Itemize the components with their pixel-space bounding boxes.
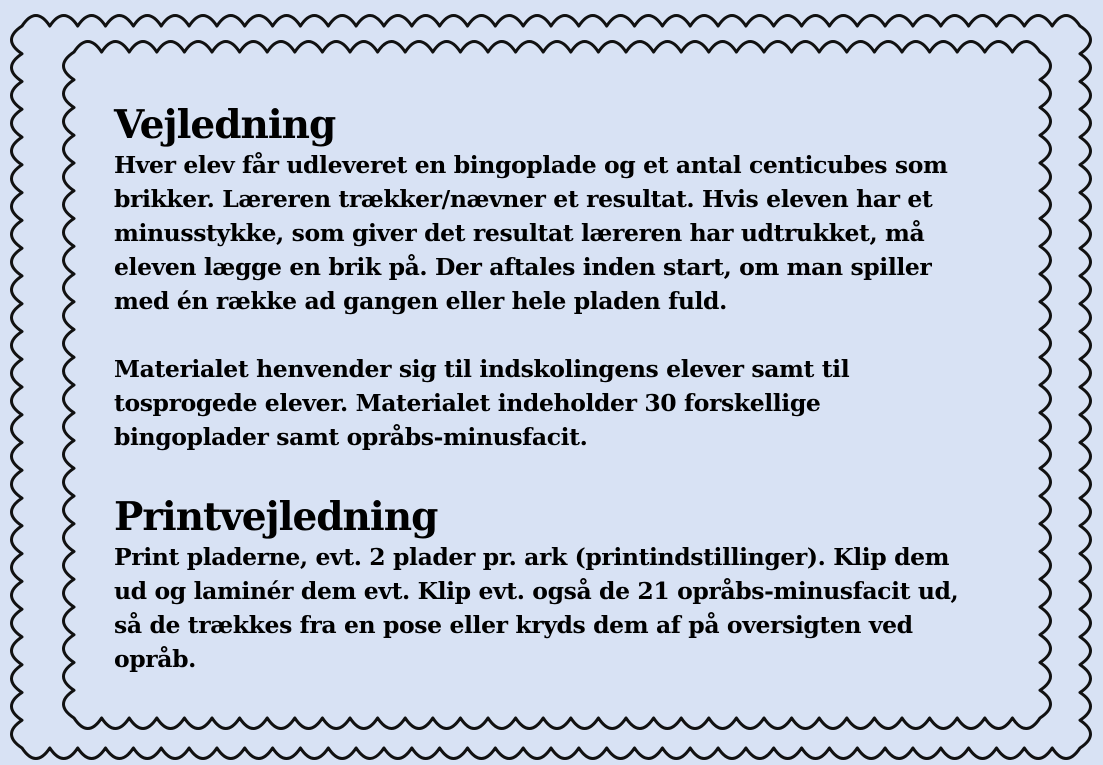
guide-line-8: bingoplader samt opråbs-minusfacit. xyxy=(114,423,588,451)
card-content xyxy=(114,102,974,676)
guide-line-5: med én række ad gangen eller hele pladen fuld. xyxy=(114,287,727,315)
guide-title: Vejledning xyxy=(114,102,336,148)
print-guide-title: Printvejledning xyxy=(114,494,438,540)
guide-line-7: tosprogede elever. Materialet indeholder 30 forskellige xyxy=(114,389,821,417)
print-guide-line-3: så de trækkes fra en pose eller kryds dem af på oversigten ved xyxy=(114,611,913,639)
guide-line-3: minusstykke, som giver det resultat læreren har udtrukket, må xyxy=(114,219,925,247)
guide-line-4: eleven lægge en brik på. Der aftales inden start, om man spiller xyxy=(114,253,932,281)
guide-line-2: brikker. Læreren trækker/nævner et resultat. Hvis eleven har et xyxy=(114,185,933,213)
print-guide-line-1: Print pladerne, evt. 2 plader pr. ark (printindstillinger). Klip dem xyxy=(114,543,950,571)
print-guide-line-2: ud og laminér dem evt. Klip evt. også de 21 opråbs-minusfacit ud, xyxy=(114,577,959,605)
section-spacer xyxy=(114,454,974,494)
guide-line-1: Hver elev får udleveret en bingoplade og et antal centicubes som xyxy=(114,151,948,179)
print-guide-line-4: opråb. xyxy=(114,645,196,673)
paragraph-spacer xyxy=(114,318,974,352)
guide-line-6: Materialet henvender sig til indskolingens elever samt til xyxy=(114,355,850,383)
